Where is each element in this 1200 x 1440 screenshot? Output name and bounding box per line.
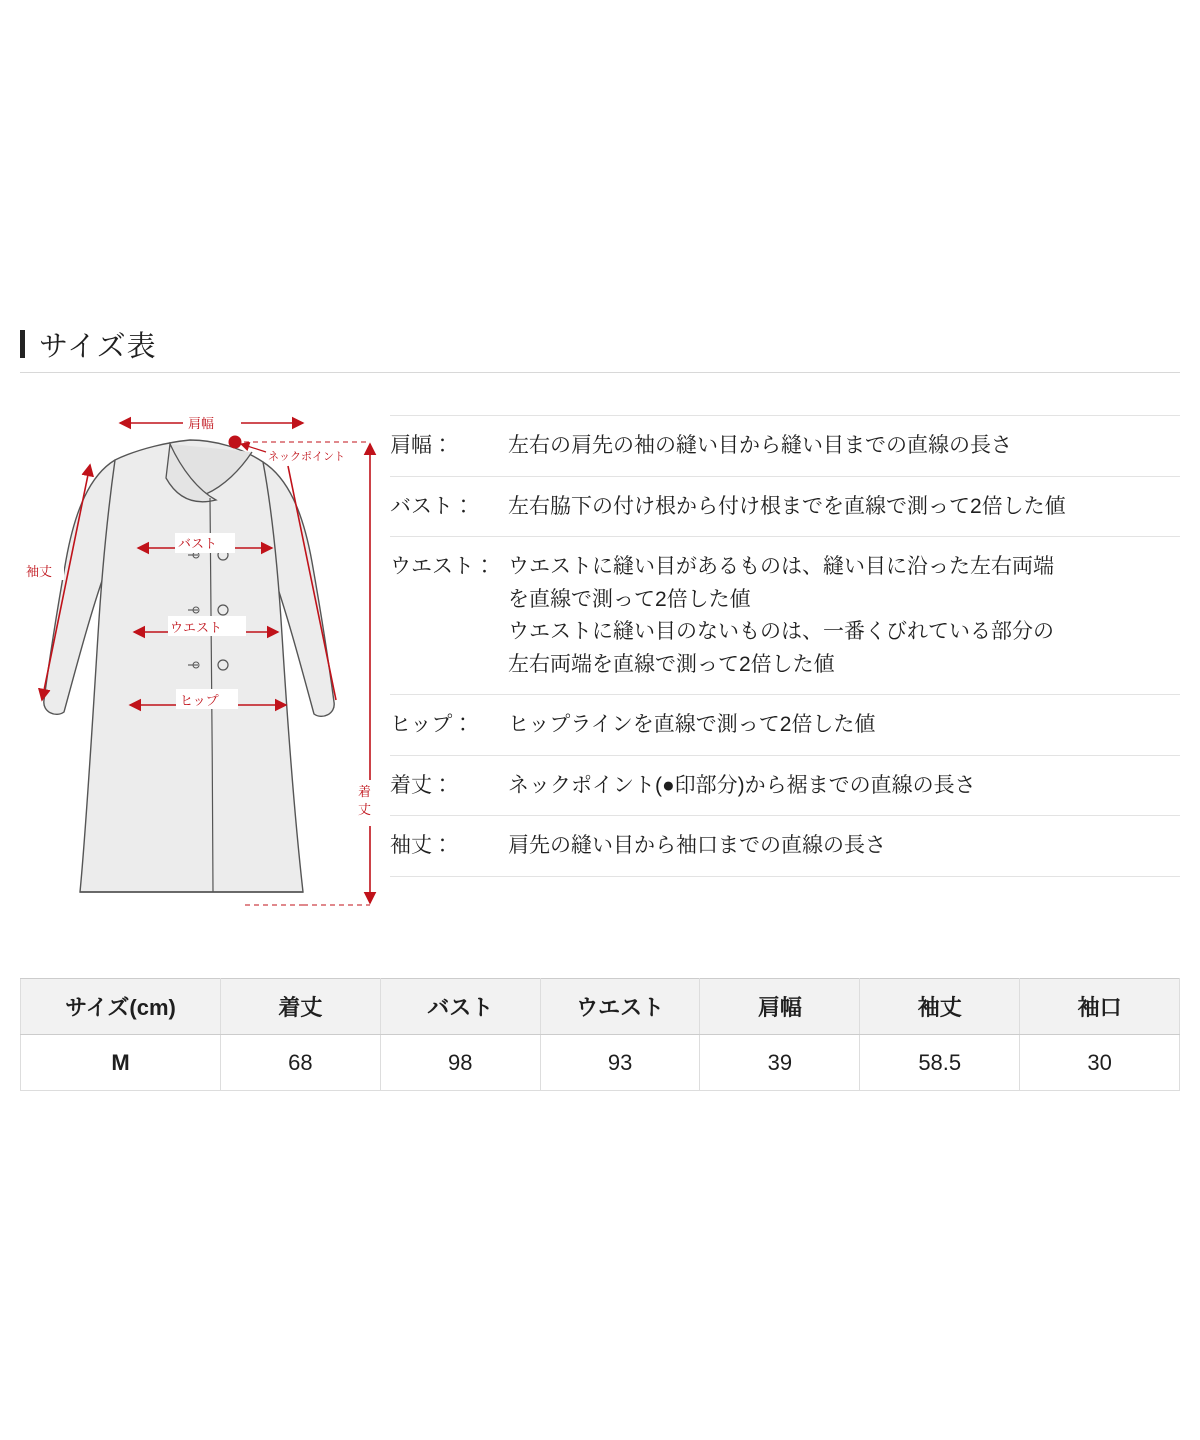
- definition-row-waist: [390, 537, 1180, 695]
- table-cell-size: M: [21, 1035, 221, 1091]
- definition-term: 肩幅：: [390, 434, 453, 457]
- definition-list: [390, 415, 1180, 877]
- definition-line: を直線で測って2倍した値: [508, 587, 751, 611]
- size-table: [20, 978, 1180, 1091]
- label-hip: ヒップ: [180, 693, 219, 708]
- label-body-length: 着: [358, 784, 372, 799]
- table-cell: 98: [380, 1035, 540, 1091]
- table-header-cell: 着丈: [221, 979, 381, 1035]
- title-accent-bar: [20, 330, 25, 358]
- neck-point-leader: [241, 444, 266, 452]
- definition-line: 左右両端を直線で測って2倍した値: [508, 652, 835, 676]
- garment-diagram-svg: [20, 400, 390, 955]
- label-body-length-2: 丈: [358, 802, 372, 817]
- definition-row-shoulder: [390, 415, 1180, 477]
- label-shoulder: 肩幅: [188, 416, 215, 431]
- table-cell: 30: [1020, 1035, 1180, 1091]
- definition-term: ヒップ：: [390, 713, 474, 737]
- definition-term: 着丈：: [390, 773, 453, 797]
- definition-term: 袖丈：: [390, 834, 453, 858]
- label-bust: バスト: [178, 536, 218, 551]
- definition-description: [508, 770, 1180, 803]
- definition-row-body-length: [390, 756, 1180, 817]
- measurement-guide-section: [20, 400, 1180, 955]
- definition-line: ネックポイント(●印部分)から裾までの直線の長さ: [508, 773, 976, 797]
- size-table-body: [21, 1035, 1180, 1091]
- definition-line: 肩先の縫い目から袖口までの直線の長さ: [508, 834, 886, 858]
- definition-line: ウエストに縫い目があるものは、縫い目に沿った左右両端: [508, 555, 1054, 579]
- definition-term: バスト：: [390, 494, 474, 518]
- table-header-row: [21, 979, 1180, 1035]
- table-row: [21, 1035, 1180, 1091]
- table-header-cell: バスト: [380, 979, 540, 1035]
- definition-description: [508, 551, 1180, 681]
- definition-description: [508, 491, 1180, 524]
- definition-line: ヒップラインを直線で測って2倍した値: [508, 713, 876, 737]
- definition-description: [508, 709, 1180, 742]
- table-header-cell: 袖口: [1020, 979, 1180, 1035]
- definition-line: ウエストに縫い目のないものは、一番くびれている部分の: [508, 620, 1054, 644]
- table-cell: 58.5: [860, 1035, 1020, 1091]
- label-sleeve-length: 袖丈: [26, 564, 53, 579]
- table-cell: 39: [700, 1035, 860, 1091]
- garment-diagram: [20, 400, 390, 955]
- definition-row-sleeve-length: [390, 816, 1180, 877]
- definition-line: 左右の肩先の袖の縫い目から縫い目までの直線の長さ: [508, 434, 1012, 457]
- table-cell: 68: [221, 1035, 381, 1091]
- coat-illustration: [44, 440, 334, 892]
- definition-row-hip: [390, 695, 1180, 756]
- title-divider: [20, 372, 1180, 373]
- label-waist: ウエスト: [170, 620, 223, 635]
- definition-term: ウエスト：: [390, 555, 495, 579]
- definition-description: [508, 430, 1180, 463]
- table-header-cell: 袖丈: [860, 979, 1020, 1035]
- table-cell: 93: [540, 1035, 700, 1091]
- page-title: サイズ表: [39, 330, 157, 363]
- table-header-cell: サイズ(cm): [21, 979, 221, 1035]
- table-header-cell: ウエスト: [540, 979, 700, 1035]
- page-title-row: [20, 318, 1180, 370]
- definition-row-bust: [390, 477, 1180, 538]
- definition-description: [508, 830, 1180, 863]
- definition-line: 左右脇下の付け根から付け根までを直線で測って2倍した値: [508, 494, 1066, 518]
- label-neck-point: ネックポイント: [268, 451, 345, 463]
- table-header-cell: 肩幅: [700, 979, 860, 1035]
- size-table-head: [21, 979, 1180, 1035]
